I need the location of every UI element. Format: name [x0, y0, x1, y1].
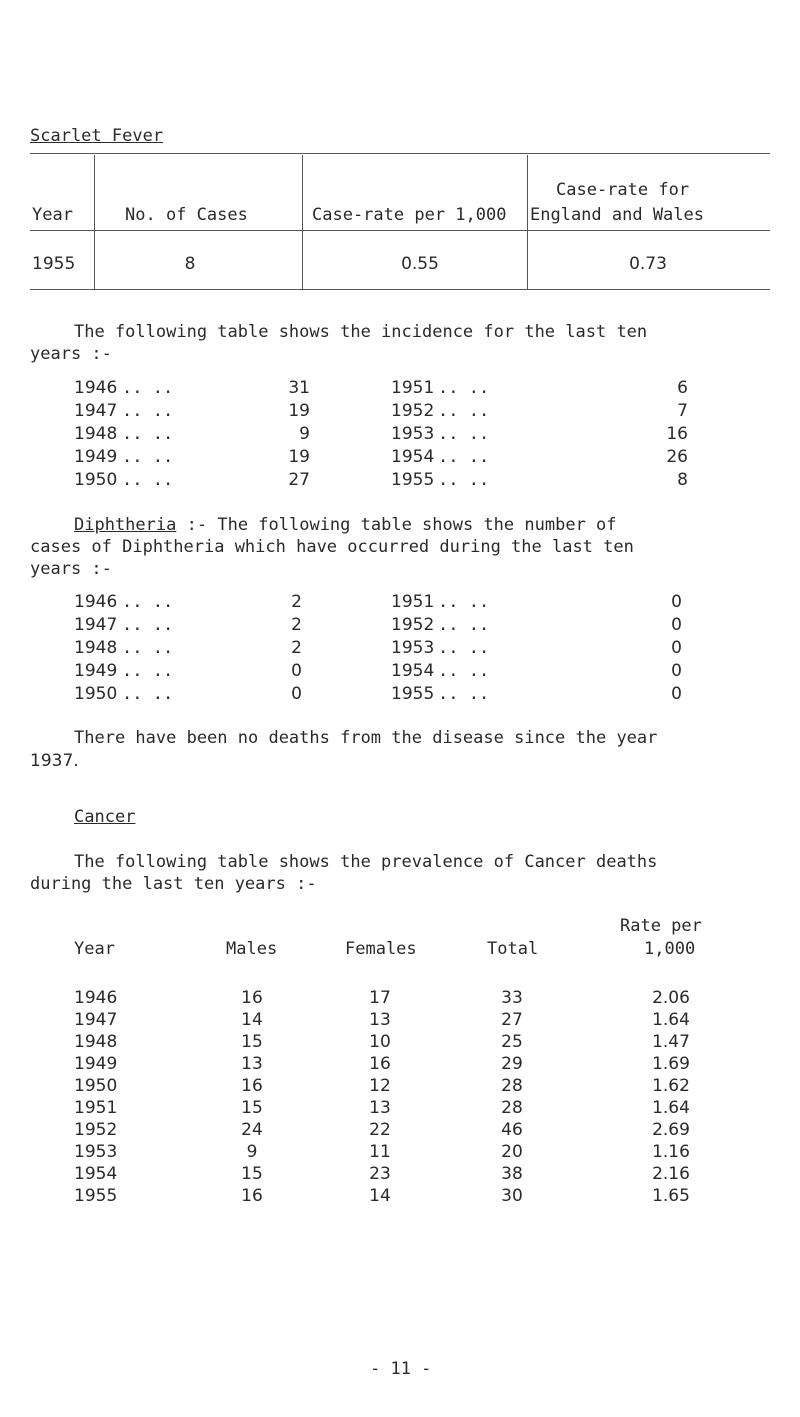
- cell-males: 9: [246, 1142, 258, 1162]
- cases-value: 2: [291, 592, 302, 612]
- cases-value: 0: [671, 661, 682, 681]
- cases-value: 2: [291, 638, 302, 658]
- cases-year: 1950: [74, 684, 118, 704]
- cases-year: 1954: [391, 661, 435, 681]
- leader-dots: .. ..: [122, 424, 174, 444]
- header-females: Females: [345, 939, 417, 959]
- incidence-value: 31: [288, 378, 310, 398]
- cell-rate: 1.64: [652, 1010, 690, 1030]
- cases-year: 1947: [74, 615, 118, 635]
- cell-females: 17: [369, 988, 391, 1008]
- cell-females: 12: [369, 1076, 391, 1096]
- header-rate-line2: 1,000: [644, 939, 696, 959]
- leader-dots: .. ..: [438, 447, 490, 467]
- row-england-rate: 0.73: [629, 254, 667, 274]
- diphtheria-intro-line3: years :-: [30, 559, 112, 579]
- incidence-value: 6: [677, 378, 688, 398]
- incidence-value: 19: [288, 401, 310, 421]
- header-rate-line1: Rate per: [620, 916, 702, 936]
- cell-males: 13: [241, 1054, 263, 1074]
- cell-rate: 2.69: [652, 1120, 690, 1140]
- cases-value: 0: [291, 661, 302, 681]
- row-rate: 0.55: [401, 254, 439, 274]
- leader-dots: .. ..: [438, 401, 490, 421]
- cell-year: 1950: [74, 1076, 118, 1096]
- cell-total: 20: [501, 1142, 523, 1162]
- cell-rate: 1.47: [652, 1032, 690, 1052]
- cell-rate: 1.62: [652, 1076, 690, 1096]
- leader-dots: .. ..: [122, 638, 174, 658]
- leader-dots: .. ..: [438, 424, 490, 444]
- leader-dots: .. ..: [122, 661, 174, 681]
- cell-year: 1951: [74, 1098, 118, 1118]
- cases-value: 0: [671, 592, 682, 612]
- incidence-year: 1951: [391, 378, 435, 398]
- cell-year: 1946: [74, 988, 118, 1008]
- cell-total: 25: [501, 1032, 523, 1052]
- cases-year: 1955: [391, 684, 435, 704]
- incidence-value: 7: [677, 401, 688, 421]
- cell-year: 1948: [74, 1032, 118, 1052]
- header-cases: No. of Cases: [125, 205, 248, 225]
- cases-year: 1946: [74, 592, 118, 612]
- leader-dots: .. ..: [122, 470, 174, 490]
- cell-females: 16: [369, 1054, 391, 1074]
- incidence-year: 1955: [391, 470, 435, 490]
- cell-females: 10: [369, 1032, 391, 1052]
- cell-rate: 1.16: [652, 1142, 690, 1162]
- cell-males: 16: [241, 988, 263, 1008]
- incidence-value: 16: [666, 424, 688, 444]
- header-rate: Case-rate per 1,000: [312, 205, 507, 225]
- cases-year: 1948: [74, 638, 118, 658]
- cell-males: 15: [241, 1098, 263, 1118]
- leader-dots: .. ..: [438, 378, 490, 398]
- cell-year: 1953: [74, 1142, 118, 1162]
- header-year: Year: [74, 939, 115, 959]
- cell-males: 24: [241, 1120, 263, 1140]
- cell-total: 30: [501, 1186, 523, 1206]
- page-number: - 11 -: [370, 1359, 432, 1379]
- incidence-value: 9: [299, 424, 310, 444]
- scarlet-fever-intro-line1: The following table shows the incidence for the last ten: [74, 322, 648, 342]
- cases-value: 0: [671, 615, 682, 635]
- incidence-value: 8: [677, 470, 688, 490]
- incidence-value: 19: [288, 447, 310, 467]
- cases-value: 0: [671, 684, 682, 704]
- incidence-year: 1954: [391, 447, 435, 467]
- cancer-intro-line1: The following table shows the prevalence of Cancer deaths: [74, 852, 658, 872]
- leader-dots: .. ..: [438, 684, 490, 704]
- row-cases: 8: [184, 254, 196, 274]
- scarlet-fever-intro-line2: years :-: [30, 344, 112, 364]
- cell-total: 33: [501, 988, 523, 1008]
- table-column-divider: [527, 155, 528, 289]
- cell-females: 23: [369, 1164, 391, 1184]
- header-total: Total: [487, 939, 539, 959]
- diphtheria-heading-suffix: :-: [186, 515, 208, 535]
- cases-year: 1951: [391, 592, 435, 612]
- incidence-year: 1947: [74, 401, 118, 421]
- header-england-rate-line1: Case-rate for: [556, 180, 690, 200]
- cell-females: 14: [369, 1186, 391, 1206]
- incidence-year: 1946: [74, 378, 118, 398]
- diphtheria-note-line1: There have been no deaths from the disease since the year: [74, 728, 658, 748]
- cell-females: 22: [369, 1120, 391, 1140]
- table-column-divider: [302, 155, 303, 289]
- cell-females: 13: [369, 1098, 391, 1118]
- table-header-rule: [30, 230, 770, 231]
- cases-value: 0: [291, 684, 302, 704]
- incidence-year: 1952: [391, 401, 435, 421]
- leader-dots: .. ..: [122, 447, 174, 467]
- cell-females: 11: [369, 1142, 391, 1162]
- cell-total: 28: [501, 1076, 523, 1096]
- leader-dots: .. ..: [122, 378, 174, 398]
- leader-dots: .. ..: [122, 615, 174, 635]
- incidence-value: 27: [288, 470, 310, 490]
- diphtheria-note-line2: 1937.: [30, 751, 79, 771]
- header-year: Year: [32, 205, 73, 225]
- table-column-divider: [94, 155, 95, 289]
- cell-rate: 1.64: [652, 1098, 690, 1118]
- cell-rate: 2.06: [652, 988, 690, 1008]
- incidence-value: 26: [666, 447, 688, 467]
- cell-year: 1947: [74, 1010, 118, 1030]
- cell-total: 27: [501, 1010, 523, 1030]
- cell-year: 1955: [74, 1186, 118, 1206]
- cell-males: 15: [241, 1164, 263, 1184]
- incidence-year: 1950: [74, 470, 118, 490]
- cell-rate: 1.65: [652, 1186, 690, 1206]
- cases-year: 1953: [391, 638, 435, 658]
- cases-value: 2: [291, 615, 302, 635]
- cases-value: 0: [671, 638, 682, 658]
- diphtheria-intro-line1: [74, 515, 617, 535]
- leader-dots: .. ..: [122, 401, 174, 421]
- leader-dots: .. ..: [122, 592, 174, 612]
- diphtheria-intro-rest: The following table shows the number of: [217, 515, 617, 535]
- cell-males: 16: [241, 1186, 263, 1206]
- leader-dots: .. ..: [438, 615, 490, 635]
- table-bottom-rule: [30, 289, 770, 290]
- cell-total: 38: [501, 1164, 523, 1184]
- leader-dots: .. ..: [122, 684, 174, 704]
- cancer-heading: Cancer: [74, 807, 136, 827]
- cell-total: 28: [501, 1098, 523, 1118]
- incidence-year: 1953: [391, 424, 435, 444]
- cell-year: 1952: [74, 1120, 118, 1140]
- leader-dots: .. ..: [438, 661, 490, 681]
- cell-males: 14: [241, 1010, 263, 1030]
- diphtheria-heading: Diphtheria: [74, 515, 177, 535]
- row-year: 1955: [32, 254, 76, 274]
- cases-year: 1949: [74, 661, 118, 681]
- cases-year: 1952: [391, 615, 435, 635]
- cell-total: 29: [501, 1054, 523, 1074]
- cell-females: 13: [369, 1010, 391, 1030]
- cell-year: 1949: [74, 1054, 118, 1074]
- header-males: Males: [226, 939, 278, 959]
- cell-males: 16: [241, 1076, 263, 1096]
- header-england-rate-line2: England and Wales: [530, 205, 704, 225]
- cell-rate: 1.69: [652, 1054, 690, 1074]
- cell-total: 46: [501, 1120, 523, 1140]
- cancer-intro-line2: during the last ten years :-: [30, 874, 317, 894]
- leader-dots: .. ..: [438, 470, 490, 490]
- cell-year: 1954: [74, 1164, 118, 1184]
- leader-dots: .. ..: [438, 592, 490, 612]
- incidence-year: 1948: [74, 424, 118, 444]
- scarlet-fever-heading: Scarlet Fever: [30, 126, 164, 146]
- cell-males: 15: [241, 1032, 263, 1052]
- incidence-year: 1949: [74, 447, 118, 467]
- table-top-rule: [30, 153, 770, 154]
- diphtheria-intro-line2: cases of Diphtheria which have occurred during the last ten: [30, 537, 634, 557]
- cell-rate: 2.16: [652, 1164, 690, 1184]
- leader-dots: .. ..: [438, 638, 490, 658]
